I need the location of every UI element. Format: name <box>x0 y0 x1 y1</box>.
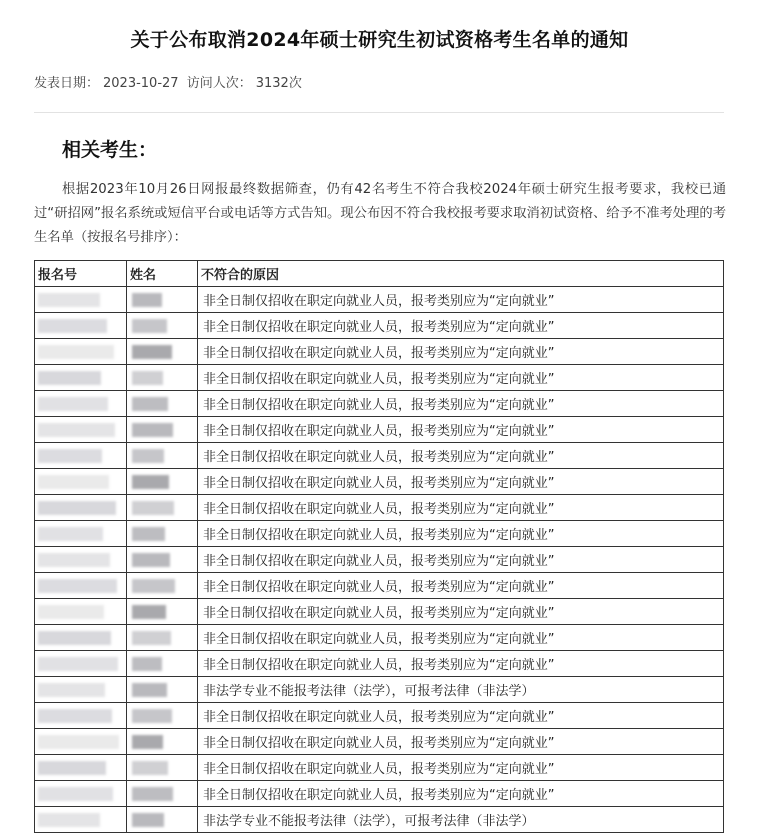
table-row <box>35 287 724 313</box>
registration-no-cell <box>35 547 127 573</box>
table-row <box>35 625 724 651</box>
publish-date: 2023-10-27 <box>103 76 179 91</box>
name-cell <box>127 625 198 651</box>
redacted-registration-no <box>38 423 115 437</box>
table-row <box>35 521 724 547</box>
publish-date-label: 发表日期： <box>34 76 100 91</box>
redacted-name <box>132 423 173 437</box>
redacted-registration-no <box>38 501 116 515</box>
reason-cell: 非全日制仅招收在职定向就业人员，报考类别应为“定向就业” <box>198 313 724 339</box>
reason-cell: 非全日制仅招收在职定向就业人员，报考类别应为“定向就业” <box>198 521 724 547</box>
redacted-name <box>132 397 168 411</box>
name-cell <box>127 599 198 625</box>
redacted-name <box>132 813 164 827</box>
registration-no-cell <box>35 599 127 625</box>
redacted-name <box>132 605 166 619</box>
redacted-name <box>132 475 169 489</box>
registration-no-cell <box>35 521 127 547</box>
registration-no-cell <box>35 443 127 469</box>
name-cell <box>127 365 198 391</box>
visit-count: 3132次 <box>255 76 302 91</box>
name-cell <box>127 807 198 833</box>
registration-no-cell <box>35 677 127 703</box>
name-cell <box>127 547 198 573</box>
table-row <box>35 599 724 625</box>
registration-no-cell <box>35 287 127 313</box>
registration-no-cell <box>35 417 127 443</box>
redacted-name <box>132 683 167 697</box>
header-reason: 不符合的原因 <box>198 261 724 287</box>
registration-no-cell <box>35 495 127 521</box>
table-row <box>35 729 724 755</box>
table-row <box>35 469 724 495</box>
candidate-table <box>34 260 724 833</box>
name-cell <box>127 729 198 755</box>
redacted-name <box>132 319 167 333</box>
table-row <box>35 547 724 573</box>
table-row <box>35 339 724 365</box>
redacted-registration-no <box>38 657 118 671</box>
redacted-name <box>132 787 173 801</box>
redacted-registration-no <box>38 813 100 827</box>
reason-cell: 非全日制仅招收在职定向就业人员，报考类别应为“定向就业” <box>198 495 724 521</box>
name-cell <box>127 339 198 365</box>
registration-no-cell <box>35 703 127 729</box>
reason-cell: 非全日制仅招收在职定向就业人员，报考类别应为“定向就业” <box>198 469 724 495</box>
redacted-registration-no <box>38 345 114 359</box>
reason-cell: 非法学专业不能报考法律（法学），可报考法律（非法学） <box>198 677 724 703</box>
reason-cell: 非全日制仅招收在职定向就业人员，报考类别应为“定向就业” <box>198 547 724 573</box>
name-cell <box>127 469 198 495</box>
intro-paragraph: 根据2023年10月26日网报最终数据筛查，仍有42名考生不符合我校2024年硕士研究生报考要求，我校已通过“研招网”报名系统或短信平台或电话等方式告知。现公布因不符合我校报考要求取消初试资格、给予不准考处理的考生名单（按报名号排序）： <box>34 182 726 245</box>
redacted-registration-no <box>38 605 104 619</box>
name-cell <box>127 443 198 469</box>
redacted-name <box>132 579 175 593</box>
reason-cell: 非全日制仅招收在职定向就业人员，报考类别应为“定向就业” <box>198 391 724 417</box>
redacted-registration-no <box>38 683 105 697</box>
table-row <box>35 573 724 599</box>
table-row <box>35 313 724 339</box>
redacted-registration-no <box>38 761 106 775</box>
registration-no-cell <box>35 807 127 833</box>
registration-no-cell <box>35 573 127 599</box>
redacted-name <box>132 293 162 307</box>
redacted-registration-no <box>38 735 119 749</box>
reason-cell: 非全日制仅招收在职定向就业人员，报考类别应为“定向就业” <box>198 651 724 677</box>
redacted-registration-no <box>38 293 100 307</box>
redacted-name <box>132 761 168 775</box>
registration-no-cell <box>35 729 127 755</box>
name-cell <box>127 495 198 521</box>
redacted-name <box>132 657 162 671</box>
redacted-registration-no <box>38 475 109 489</box>
registration-no-cell <box>35 469 127 495</box>
name-cell <box>127 677 198 703</box>
table-row <box>35 443 724 469</box>
table-row <box>35 703 724 729</box>
name-cell <box>127 417 198 443</box>
reason-cell: 非全日制仅招收在职定向就业人员，报考类别应为“定向就业” <box>198 365 724 391</box>
table-row <box>35 807 724 833</box>
registration-no-cell <box>35 365 127 391</box>
notice-meta <box>34 72 306 91</box>
section-heading: 相关考生： <box>62 139 158 161</box>
name-cell <box>127 313 198 339</box>
reason-cell: 非全日制仅招收在职定向就业人员，报考类别应为“定向就业” <box>198 599 724 625</box>
table-row <box>35 495 724 521</box>
name-cell <box>127 287 198 313</box>
reason-cell: 非全日制仅招收在职定向就业人员，报考类别应为“定向就业” <box>198 755 724 781</box>
redacted-registration-no <box>38 787 113 801</box>
redacted-name <box>132 735 163 749</box>
table-row <box>35 781 724 807</box>
reason-cell: 非全日制仅招收在职定向就业人员，报考类别应为“定向就业” <box>198 781 724 807</box>
name-cell <box>127 651 198 677</box>
redacted-registration-no <box>38 319 107 333</box>
name-cell <box>127 573 198 599</box>
registration-no-cell <box>35 625 127 651</box>
redacted-registration-no <box>38 631 111 645</box>
reason-cell: 非全日制仅招收在职定向就业人员，报考类别应为“定向就业” <box>198 703 724 729</box>
reason-cell: 非全日制仅招收在职定向就业人员，报考类别应为“定向就业” <box>198 287 724 313</box>
reason-cell: 非全日制仅招收在职定向就业人员，报考类别应为“定向就业” <box>198 417 724 443</box>
reason-cell: 非全日制仅招收在职定向就业人员，报考类别应为“定向就业” <box>198 625 724 651</box>
redacted-registration-no <box>38 371 101 385</box>
registration-no-cell <box>35 339 127 365</box>
name-cell <box>127 703 198 729</box>
reason-cell: 非全日制仅招收在职定向就业人员，报考类别应为“定向就业” <box>198 573 724 599</box>
reason-cell: 非法学专业不能报考法律（法学），可报考法律（非法学） <box>198 807 724 833</box>
registration-no-cell <box>35 391 127 417</box>
registration-no-cell <box>35 755 127 781</box>
notice-title: 关于公布取消2024年硕士研究生初试资格考生名单的通知 <box>130 29 629 51</box>
redacted-name <box>132 345 172 359</box>
header-name: 姓名 <box>127 261 198 287</box>
table-row <box>35 417 724 443</box>
redacted-name <box>132 371 163 385</box>
registration-no-cell <box>35 313 127 339</box>
redacted-name <box>132 553 170 567</box>
redacted-name <box>132 527 165 541</box>
table-row <box>35 755 724 781</box>
redacted-registration-no <box>38 397 108 411</box>
redacted-name <box>132 709 172 723</box>
name-cell <box>127 521 198 547</box>
redacted-registration-no <box>38 449 102 463</box>
name-cell <box>127 755 198 781</box>
redacted-registration-no <box>38 579 117 593</box>
redacted-registration-no <box>38 553 110 567</box>
redacted-name <box>132 631 171 645</box>
table-row <box>35 677 724 703</box>
name-cell <box>127 391 198 417</box>
registration-no-cell <box>35 781 127 807</box>
redacted-registration-no <box>38 527 103 541</box>
header-registration-no: 报名号 <box>35 261 127 287</box>
table-row <box>35 651 724 677</box>
table-row <box>35 391 724 417</box>
redacted-registration-no <box>38 709 112 723</box>
visits-label: 访问人次： <box>186 76 252 91</box>
reason-cell: 非全日制仅招收在职定向就业人员，报考类别应为“定向就业” <box>198 339 724 365</box>
reason-cell: 非全日制仅招收在职定向就业人员，报考类别应为“定向就业” <box>198 729 724 755</box>
table-header-row <box>35 261 724 287</box>
registration-no-cell <box>35 651 127 677</box>
header-divider <box>34 112 724 113</box>
redacted-name <box>132 501 174 515</box>
table-row <box>35 365 724 391</box>
reason-cell: 非全日制仅招收在职定向就业人员，报考类别应为“定向就业” <box>198 443 724 469</box>
name-cell <box>127 781 198 807</box>
redacted-name <box>132 449 164 463</box>
